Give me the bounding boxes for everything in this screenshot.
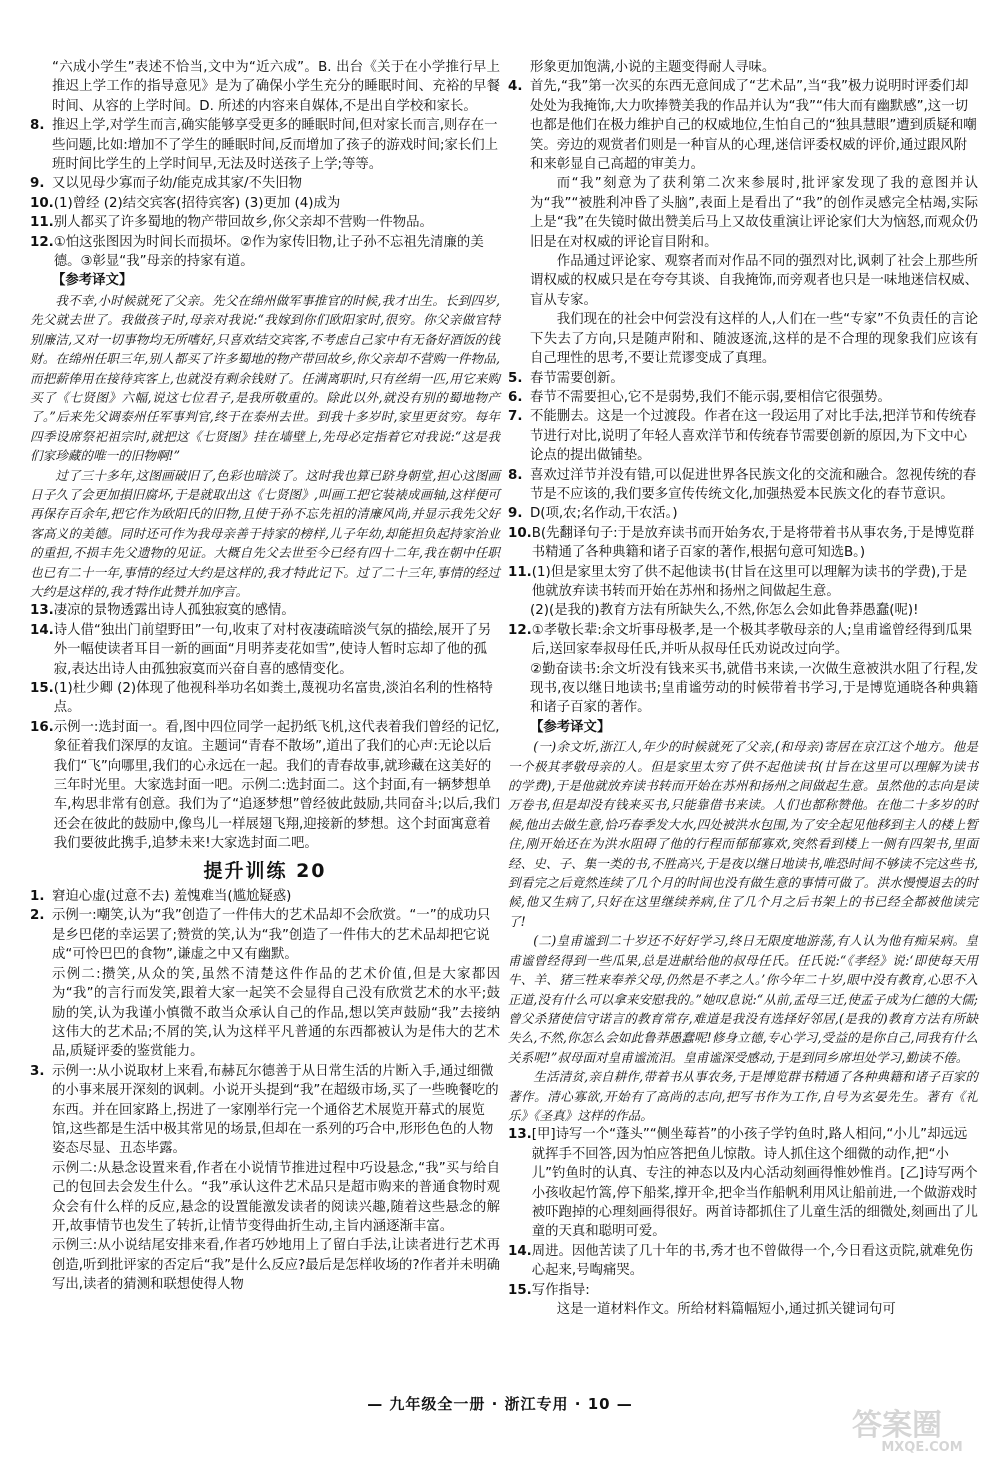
reference-translation-label: 【参考译文】 <box>52 273 133 289</box>
answer-item: 8. 喜欢过洋节并没有错,可以促进世界各民族文化的交流和融合。忽视传统的春节是不应该的,我们要多宣传传统文化,加强热爱本民族文化的春节意识。 <box>508 467 977 502</box>
answer-item: 13. [甲]诗写一个“蓬头”“侧坐莓苔”的小孩子学钓鱼时,路人相问,“小儿”却远远就挥手不回答,因为怕应答把鱼儿惊散。诗人抓住这个细微的动作,把“小儿”钓鱼时的认真、专注的神态以及内心活动刻画得惟妙惟肖。[乙]诗写两个小孩收起竹篙,停下船桨,撑开伞,把伞当作船帆利用风让船前进,一个做游戏时被吓跑掉的心理刻画得很好。两首诗都抓住了儿童生活的细微处,刻画出了儿童的天真和聪明可爱。 <box>508 1127 978 1240</box>
left-column <box>30 58 500 1295</box>
paragraph: 示例二:攒笑,从众的笑,虽然不清楚这件作品的艺术价值,但是大家都因为“我”的言行而发笑,跟着大家一起笑不会显得自己没有欣赏艺术的水平;鼓励的笑,认为我谨小慎微不敢当众承认自己的作品,想以笑声鼓励“我”去接纳这伟大的艺术品;不屑的笑,认为这样平凡普通的东西都被认为是伟大的艺术品,质疑评委的鉴赏能力。 <box>52 966 500 1060</box>
translation-text: (二)皇甫谧到二十岁还不好好学习,终日无限度地游荡,有人认为他有痴呆病。皇甫谧曾经得到一些瓜果,总是进献给他的叔母任氏。任氏说:“《孝经》说:‘即使每天用牛、羊、猪三牲来奉养父母,仍然是不孝之人。’你今年二十岁,眼中没有教育,心思不入正道,没有什么可以拿来安慰我的。”她叹息说:“从前,孟母三迁,使孟子成为仁德的大儒;曾父杀猪使信守诺言的教育常存,难道是我没有选择好邻居,(是我的)教育方法有所缺失么,不然,你怎么会如此鲁莽愚蠢呢!修身立德,专心学习,受益的是你自己,同我有什么关系呢!”叔母面对皇甫谧流泪。皇甫谧深受感动,于是到同乡席坦处学习,勤读不倦。 <box>508 933 978 1065</box>
answer-item: 7. 不能删去。这是一个过渡段。作者在这一段运用了对比手法,把洋节和传统春节进行对比,说明了年轻人喜欢洋节和传统春节需要创新的原因,为下文中心论点的提出做铺垫。 <box>508 409 977 464</box>
answer-item: 13. 凄凉的景物透露出诗人孤独寂寞的感情。 <box>30 603 295 619</box>
answer-item: 15. 写作指导: <box>508 1282 590 1298</box>
watermark-logo <box>812 1405 982 1453</box>
answer-item: 15. (1)杜少卿 (2)体现了他视科举功名如粪土,蔑视功名富贵,淡泊名利的性格特点。 <box>30 681 493 716</box>
answer-item: 2. 示例一:嘲笑,认为“我”创造了一件伟大的艺术品却不会欣赏。“一”的成功只是乡巴佬的幸运罢了;赞赏的笑,认为“我”创造了一件伟大的艺术品却把它说成“可怜巴巴的食物”,谦虚之中又有幽默。 <box>30 908 491 963</box>
answer-item: 5. 春节需要创新。 <box>508 370 624 386</box>
paragraph: 我们现在的社会中何尝没有这样的人,人们在一些“专家”不负责任的言论下失去了方向,只是随声附和、随波逐流,这样的是不合理的现象我们应该有自己理性的思考,不要让荒谬变成了真理。 <box>530 312 978 367</box>
answer-item: 3. 示例一:从小说取材上来看,布赫瓦尔德善于从日常生活的片断入手,通过细微的小事来展开深刻的讽刺。小说开头提到“我”在超级市场,买了一些晚餐吃的东西。并在回家路上,拐进了一家刚举行完一个通俗艺术展览开幕式的展览馆,这些都是生活中极其常见的场景,但却在一系列的巧合中,形形色色的人物姿态尽显、丑态毕露。 <box>30 1063 499 1157</box>
paragraph: 而“我”刻意为了获利第二次来参展时,批评家发现了我的意图并认为“我”“被胜利冲昏了头脑”,表面上是看出了“我”的创作灵感完全枯竭,实际上是“我”在失镜时做出赞美后马上又故伎重演让评论家们大为恼怒,而观众仍旧是在对权威的评论盲目附和。 <box>530 176 978 250</box>
answer-item: 4. 首先,“我”第一次买的东西无意间成了“艺术品”,当“我”极力说明时评委们却处处为我掩饰,大力吹捧赞美我的作品并认为“我”“伟大而有幽默感”,这一切也都是他们在极力维护自己的权威地位,生怕自己的“独具慧眼”遭到质疑和嘲笑。旁边的观赏者们则是一种盲从的心理,迷信评委权威的评价,通过跟风附和来彰显自己高超的审美力。 <box>508 79 977 173</box>
answer-item: 1. 窘迫心虚(过意不去) 羞愧难当(尴尬疑惑) <box>30 889 292 905</box>
translation-text: 过了三十多年,这图画破旧了,色彩也暗淡了。这时我也算已跻身朝堂,担心这图画日子久了会更加損旧腐坏,于是就取出这《七贤图》,叫画工把它装裱成画轴,这样便可再保存百余年,把它作为欧阳氏的旧物,且使于孙不忘先祖的清廉风尚,并显示我先父好客高义的美德。同时还可作为我母亲善于持家的榜样,儿子年幼,却能担负起持家治业的重担,不损丰先父遗物的见证。大概自先父去世至今已经有四十二年,我在朝中任职也已有二十一年,事情的经过大约是这样的,我才特此记下。过了二十三年,事情的经过大约是这样的,我才特作此赞并加序言。 <box>30 467 500 599</box>
watermark-text: 答案圈 <box>852 1408 942 1443</box>
paragraph: 示例三:从小说结尾安排来看,作者巧妙地用上了留白手法,让读者进行艺术再创造,听到批评家的否定后“我”是什么反应?最后是怎样收场的?作者并未明确写出,读者的猜测和联想使得人物 <box>52 1238 500 1293</box>
page-footer: — 九年级全一册 · 浙江专用 · 10 — <box>367 1395 633 1413</box>
paragraph: ②勤奋读书:余文圻没有钱来买书,就借书来读,一次做生意被洪水阻了行程,发现书,夜以继日地读书;皇甫谧劳动的时候带着书学习,于是博览通晓各种典籍和诸子百家的著作。 <box>530 661 978 716</box>
answer-item: 11. 别人都买了许多蜀地的物产带回故乡,你父亲却不营购一件物品。 <box>30 215 433 231</box>
answer-item: 12. ①怕这张图因为时间长而损坏。②作为家传旧物,让子孙不忘祖先清廉的美德。③彰显“我”母亲的持家有道。 <box>30 234 484 270</box>
translation-text: (一)余文圻,浙江人,年少的时候就死了父亲,(和母亲)寄居在京江这个地方。他是一个极其孝敬母亲的人。但是家里太穷了供不起他读书(甘旨在这里可以理解为读书的学费),于是他就放弃读书转而开始在苏州和扬州之间做起生意。虽然他的志向是读万卷书,但是却没有钱来买书,只能靠借书来读。人们也都称赞他。在他二十多岁的时候,他出去做生意,恰巧春季发大水,四处被洪水包围,为了安全起见他移到主人的楼上暂住,刚开始还在为洪水阻碍了他的行程而郁郁寡欢,突然看到楼上一侧有四架书,里面经、史、子、集一类的书,不胜高兴,于是夜以继日地读书,唯恐时间不够读不完这些书,到看完之后竟然连续了几个月的时间也没有做生意的事情可做了。洪水慢慢退去的时候,他又生病了,只好在这里继续养病,住了几个月之后书架上的书已经全都被他读完了! <box>508 739 978 929</box>
answer-item: 9. 又以见母少寡而子幼/能克成其家/不失旧物 <box>30 176 303 192</box>
answer-item: 10. B(先翻译句子:于是放弃读书而开始务农,于是将带着书从事农务,于是博览群书精通了各种典籍和诸子百家的著作,根据句意可知选B。) <box>508 525 975 561</box>
translation-text: 我不幸,小时候就死了父亲。先父在绵州做军事推官的时候,我才出生。长到四岁,先父就去世了。我做孩子时,母亲对我说:“我嫁到你们欧阳家时,很穷。你父亲做官特别廉洁,又对一切事物均无所嗜好,只喜欢结交宾客,不考虑自己家中有无备好酒饭的钱财。在绵州任职三年,别人都买了许多蜀地的物产带回故乡,你父亲却不营购一件物品,而把薪俸用在接待宾客上,也就没有剩余钱财了。任满离职时,只有丝绢一匹,用它来购买了《七贤图》六幅,说这七位君子,是我所敬重的。除此以外,就没有别的蜀地物产了。”后来先父调泰州任军事判官,终于在泰州去世。到我十多岁时,家里更贫穷。每年四季设席祭祀祖宗时,就把这《七贤图》挂在墙壁上,先母必定指着它对我说:“这是我们家珍藏的唯一的旧物啊!” <box>30 292 500 464</box>
answer-item: 14. 周进。因他苦读了几十年的书,秀才也不曾做得一个,今日看这贡院,就难免伤心起来,号啕痛哭。 <box>508 1243 974 1279</box>
answer-item: 12. ①孝敬长辈:余文圻事母极孝,是一个极其孝敬母亲的人;皇甫谧曾经得到瓜果后,送回家奉叔母任氏,并听从叔母任氏劝说改过向学。 <box>508 622 973 658</box>
paragraph: (2)(是我的)教育方法有所缺失么,不然,你怎么会如此鲁莽愚蠢(呢)! <box>530 603 919 619</box>
paragraph: 这是一道材料作文。所给材料篇幅短小,通过抓关键词句可 <box>556 1302 896 1317</box>
answer-item: 10. (1)曾经 (2)结交宾客(招待宾客) (3)更加 (4)成为 <box>30 195 341 211</box>
right-column <box>508 58 978 1319</box>
reference-translation-label: 【参考译文】 <box>530 719 611 735</box>
paragraph: 示例二:从悬念设置来看,作者在小说情节推进过程中巧设悬念,“我”买与给自己的包回去会发生什么。“我”承认这件艺术品只是超市购来的普通食物时观众会有什么样的反应,悬念的设置能激发读者的阅读兴趣,随着这些悬念的解开,故事情节也发生了转折,让情节变得曲折生动,主旨内涵逐渐丰富。 <box>52 1160 500 1234</box>
paragraph: “六成小学生”表述不恰当,文中为“近六成”。B. 出台《关于在小学推行早上推迟上学工作的指导意见》是为了确保小学生充分的睡眠时间、充裕的早餐时间、从容的上学时间。D. 所述的内容来自媒体,不是出自学校和家长。 <box>52 60 500 114</box>
answer-item: 6. 春节不需要担心,它不是弱势,我们不能示弱,要相信它很强势。 <box>508 389 891 405</box>
answer-item: 14. 诗人借“独出门前望野田”一句,收束了对村夜凄疏暗淡气氛的描绘,展开了另外一幅使读者耳目一新的画面“月明荞麦花如雪”,使诗人暂时忘却了他的孤寂,表达出诗人由孤独寂寞而兴奋自喜的感情变化。 <box>30 622 492 677</box>
answer-item: 16. 示例一:选封面一。看,图中四位同学一起扔纸飞机,这代表着我们曾经的记忆,象征着我们深厚的友谊。主题词“青春不散场”,道出了我们的心声:无论以后我们“飞”向哪里,我们的心永远在一起。我们的青春故事,就珍藏在这美好的三年时光里。大家选封面一吧。示例二:选封面二。这个封面,有一辆梦想单车,构思非常有创意。我们为了“追逐梦想”曾经彼此鼓励,共同奋斗;以后,我们还会在彼此的鼓励中,像鸟儿一样展翅飞翔,迎接新的梦想。这个封面寓意着我们要彼此携手,追梦未来!大家选封面二吧。 <box>30 719 500 852</box>
watermark-url: MXQE.COM <box>881 1440 963 1453</box>
paragraph: 形象更加饱满,小说的主题变得耐人寻味。 <box>530 60 776 75</box>
translation-text: 生活清贫,亲自耕作,带着书从事农务,于是博览群书精通了各种典籍和诸子百家的著作。清心寡欲,开始有了高尚的志向,把写书作为工作,自号为玄晏先生。著有《礼乐》《圣真》这样的作品。 <box>508 1069 978 1123</box>
paragraph: 作品通过评论家、观察者而对作品不同的强烈对比,讽刺了社会上那些所谓权威的权威只是在夸夸其谈、自我掩饰,而旁观者也只是一味地迷信权威、盲从专家。 <box>530 254 978 308</box>
answer-item: 9. D(项,农;名作动,干农活。) <box>508 506 678 522</box>
section-title: 提升训练 20 <box>203 859 327 882</box>
answer-item: 8. 推迟上学,对学生而言,确实能够享受更多的睡眠时间,但对家长而言,则存在一些问题,比如:增加不了学生的睡眠时间,反而增加了孩子的游戏时间;家长们上班时间比学生的上学时间早,无法及时送孩子上学;等等。 <box>30 118 499 173</box>
answer-item: 11. (1)但是家里太穷了供不起他读书(甘旨在这里可以理解为读书的学费),于是他就放弃读书转而开始在苏州和扬州之间做起生意。 <box>508 564 968 599</box>
